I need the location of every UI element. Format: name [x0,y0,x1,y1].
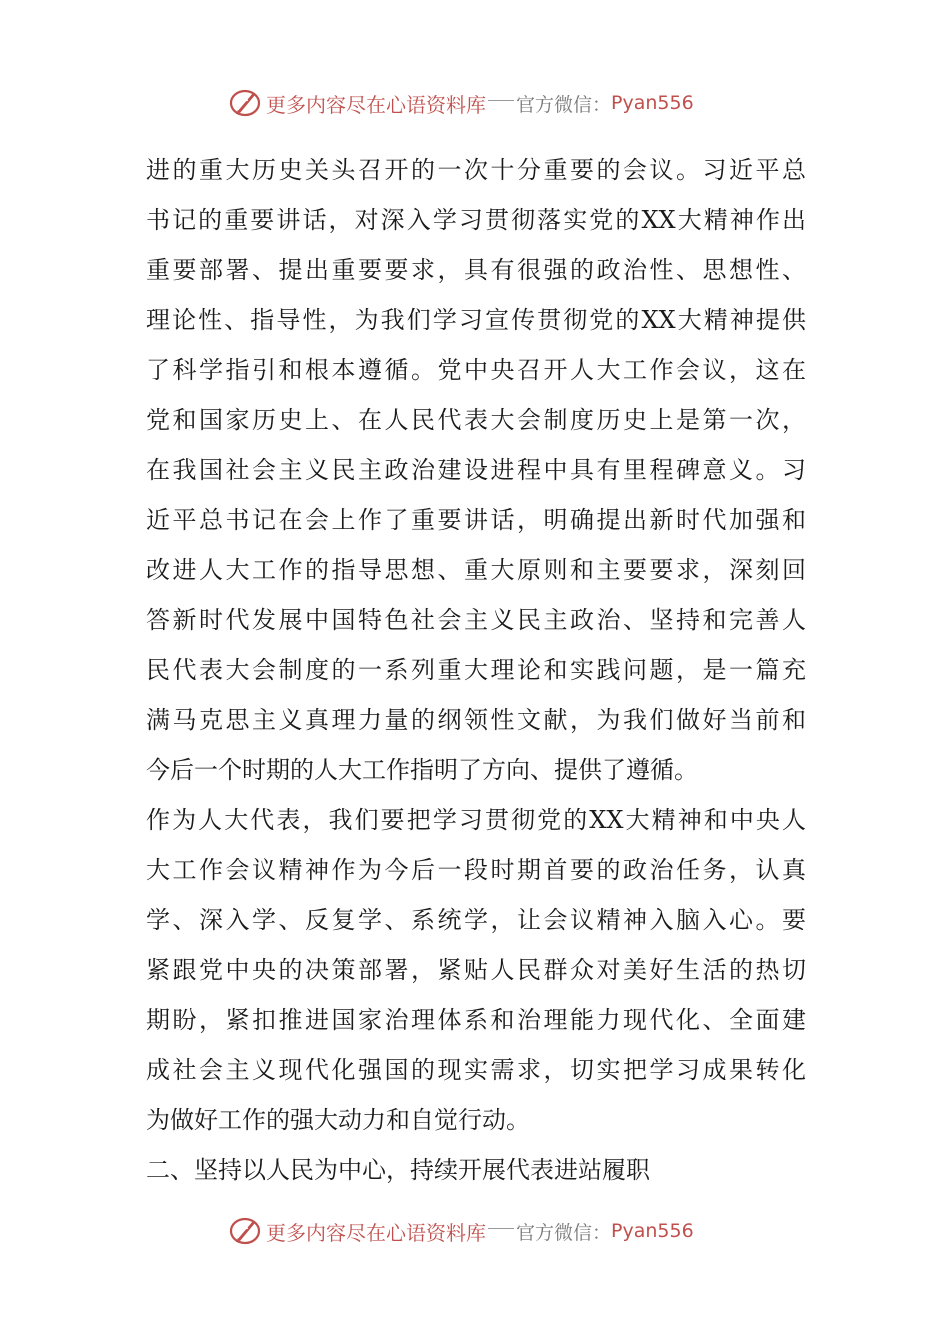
watermark-id: Pyan556 [611,92,694,114]
header-watermark [228,83,694,123]
body-line: 近平总书记在会上作了重要讲话，明确提出新时代加强和 [146,506,806,534]
body-line: 民代表大会制度的一系列重大理论和实践问题，是一篇充 [146,656,806,684]
body-line: 作为人大代表，我们要把学习贯彻党的XX大精神和中央人 [146,806,806,834]
body-line: 大工作会议精神作为今后一段时期首要的政治任务，认真 [146,856,806,884]
watermark-brand: 更多内容尽在心语资料库 [266,92,486,117]
watermark-sub: 官方微信： [516,93,612,116]
quill-pen-logo-icon [228,1214,262,1248]
footer-watermark [228,1211,694,1251]
watermark-sub: 官方微信： [516,1221,612,1244]
body-line: 为做好工作的强大动力和自觉行动。 [146,1106,530,1134]
body-line: 期盼，紧扣推进国家治理体系和治理能力现代化、全面建 [146,1006,806,1034]
body-line: 紧跟党中央的决策部署，紧贴人民群众对美好生活的热切 [146,956,806,984]
body-line: 在我国社会主义民主政治建设进程中具有里程碑意义。习 [146,456,806,484]
body-line: 学、深入学、反复学、系统学，让会议精神入脑入心。要 [146,906,806,934]
watermark-dash [488,100,514,101]
body-line: 进的重大历史关头召开的一次十分重要的会议。习近平总 [146,156,806,184]
body-line: 满马克思主义真理力量的纲领性文献，为我们做好当前和 [146,706,806,734]
document-body [146,145,806,1195]
body-line: 答新时代发展中国特色社会主义民主政治、坚持和完善人 [146,606,806,634]
body-line: 党和国家历史上、在人民代表大会制度历史上是第一次， [146,406,806,434]
body-line: 成社会主义现代化强国的现实需求，切实把学习成果转化 [146,1056,806,1084]
body-line: 改进人大工作的指导思想、重大原则和主要要求，深刻回 [146,556,806,584]
quill-pen-logo-icon [228,86,262,120]
watermark-dash [488,1228,514,1229]
watermark-id: Pyan556 [611,1220,694,1242]
section-heading: 二、坚持以人民为中心，持续开展代表进站履职 [146,1156,650,1184]
body-line: 了科学指引和根本遵循。党中央召开人大工作会议，这在 [146,356,806,384]
watermark-brand: 更多内容尽在心语资料库 [266,1220,486,1245]
body-line: 今后一个时期的人大工作指明了方向、提供了遵循。 [146,756,698,784]
body-line: 重要部署、提出重要要求，具有很强的政治性、思想性、 [146,256,806,284]
body-line: 书记的重要讲话，对深入学习贯彻落实党的XX大精神作出 [146,206,806,234]
body-line: 理论性、指导性，为我们学习宣传贯彻党的XX大精神提供 [146,306,806,334]
